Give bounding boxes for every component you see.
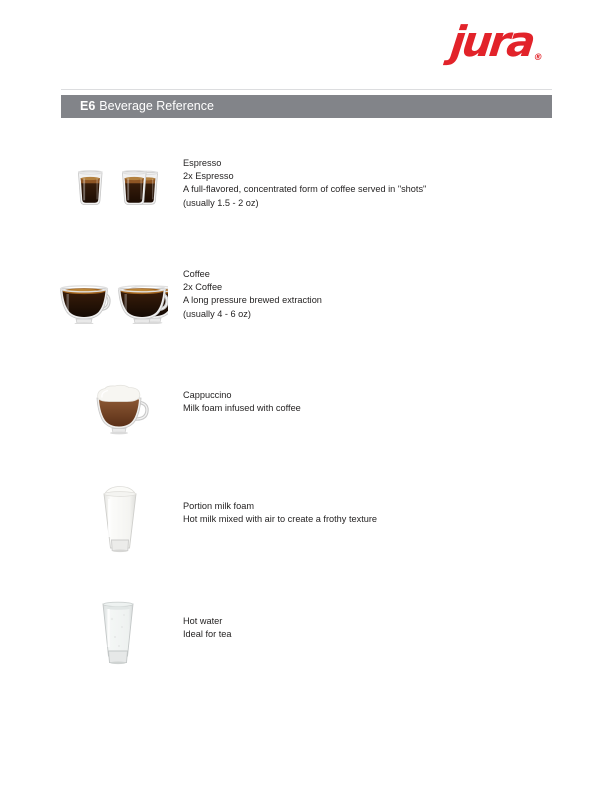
beverage-name: Cappuccino <box>183 390 232 400</box>
beverage-serving-size: (usually 1.5 - 2 oz) <box>183 197 259 208</box>
header-top-rule <box>61 89 552 90</box>
registered-trademark-icon: ® <box>532 53 544 63</box>
beverage-description: Ideal for tea <box>183 629 232 640</box>
beverage-name: Hot water <box>183 616 223 626</box>
section-header-bar <box>61 95 552 118</box>
milk-foam-text-block <box>183 500 377 526</box>
beverage-name-2x: 2x Coffee <box>183 282 223 293</box>
beverage-name: Coffee <box>183 269 210 279</box>
beverage-serving-size: (usually 4 - 6 oz) <box>183 308 251 319</box>
jura-logo <box>448 17 584 69</box>
beverage-description: A long pressure brewed extraction <box>183 295 322 306</box>
cappuccino-text-block <box>183 389 301 415</box>
beverage-description: Milk foam infused with coffee <box>183 403 301 414</box>
coffee-text-block <box>183 268 322 321</box>
espresso-text-block <box>183 157 426 210</box>
beverage-name-2x: 2x Espresso <box>183 171 234 182</box>
coffee-cups-image <box>56 278 168 324</box>
beverage-description: Hot milk mixed with air to create a frothy texture <box>183 514 378 525</box>
beverage-description: A full-flavored, concentrated form of coffee served in "shots" <box>183 184 427 195</box>
hot-water-glass-image <box>99 599 137 665</box>
jura-logo-text: jura <box>448 17 536 66</box>
milk-foam-glass-image <box>100 485 140 553</box>
beverage-name: Portion milk foam <box>183 501 254 511</box>
model-name: E6 <box>80 99 96 113</box>
espresso-glasses-image <box>75 168 160 208</box>
cappuccino-cup-image <box>92 384 150 435</box>
beverage-name: Espresso <box>183 158 222 168</box>
page-title: Beverage Reference <box>99 99 214 113</box>
hot-water-text-block <box>183 615 232 641</box>
